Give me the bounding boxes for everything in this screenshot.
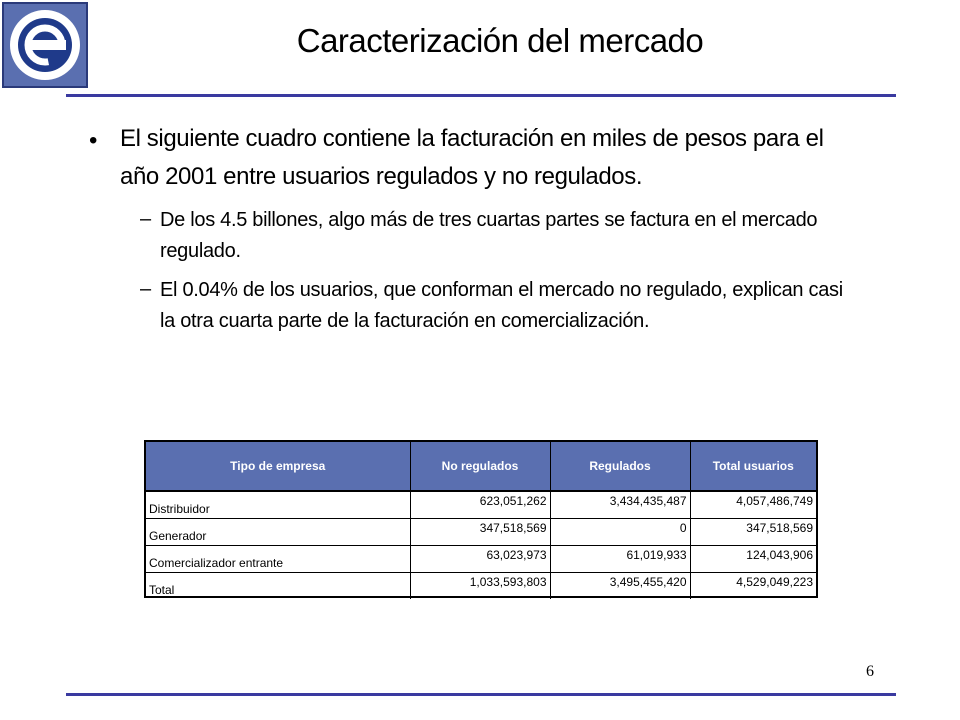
sub-bullet-dash: – [140, 278, 152, 300]
cell-value: 3,434,435,487 [550, 491, 690, 519]
bullet-marker: • [89, 127, 98, 154]
main-bullet-text: El siguiente cuadro contiene la facturación en miles de pesos para el año 2001 entre usuarios regulados y no regulados. [120, 125, 824, 190]
logo-icon [4, 4, 86, 86]
cell-value: 61,019,933 [550, 546, 690, 573]
cell-value: 4,529,049,223 [736, 575, 813, 589]
cell-value: 1,033,593,803 [410, 573, 550, 600]
cell-value: 124,043,906 [690, 546, 816, 573]
billing-table [144, 440, 818, 598]
bottom-divider [66, 693, 896, 696]
sub-bullet-text: De los 4.5 billones, algo más de tres cuartas partes se factura en el mercado regulado. [160, 209, 818, 262]
header-regulados: Regulados [550, 442, 690, 491]
page-number: 6 [866, 663, 874, 680]
header-tipo-empresa: Tipo de empresa [146, 442, 410, 491]
table-row [146, 491, 816, 519]
cell-name: Generador [146, 519, 410, 546]
table-header-row [146, 442, 816, 491]
company-logo [2, 2, 88, 88]
table-row [146, 519, 816, 546]
table-row-total [146, 573, 816, 600]
cell-name: Comercializador entrante [146, 546, 410, 573]
cell-value: 623,051,262 [410, 491, 550, 519]
sub-bullet-dash: – [140, 208, 152, 230]
sub-bullet-text: El 0.04% de los usuarios, que conforman el mercado no regulado, explican casi la otra cuarta parte de la facturación en comercialización. [160, 279, 843, 332]
cell-value: 0 [550, 519, 690, 546]
cell-name: Distribuidor [146, 491, 410, 519]
cell-value: 4,057,486,749 [690, 491, 816, 519]
cell-value: 63,023,973 [410, 546, 550, 573]
cell-name: Total [146, 573, 410, 600]
cell-value: 347,518,569 [690, 519, 816, 546]
slide-title: Caracterización del mercado [296, 22, 704, 59]
top-divider [66, 94, 896, 97]
cell-value: 3,495,455,420 [550, 573, 690, 600]
cell-value: 347,518,569 [410, 519, 550, 546]
header-total-usuarios: Total usuarios [690, 442, 816, 491]
table-row [146, 546, 816, 573]
header-no-regulados: No regulados [410, 442, 550, 491]
